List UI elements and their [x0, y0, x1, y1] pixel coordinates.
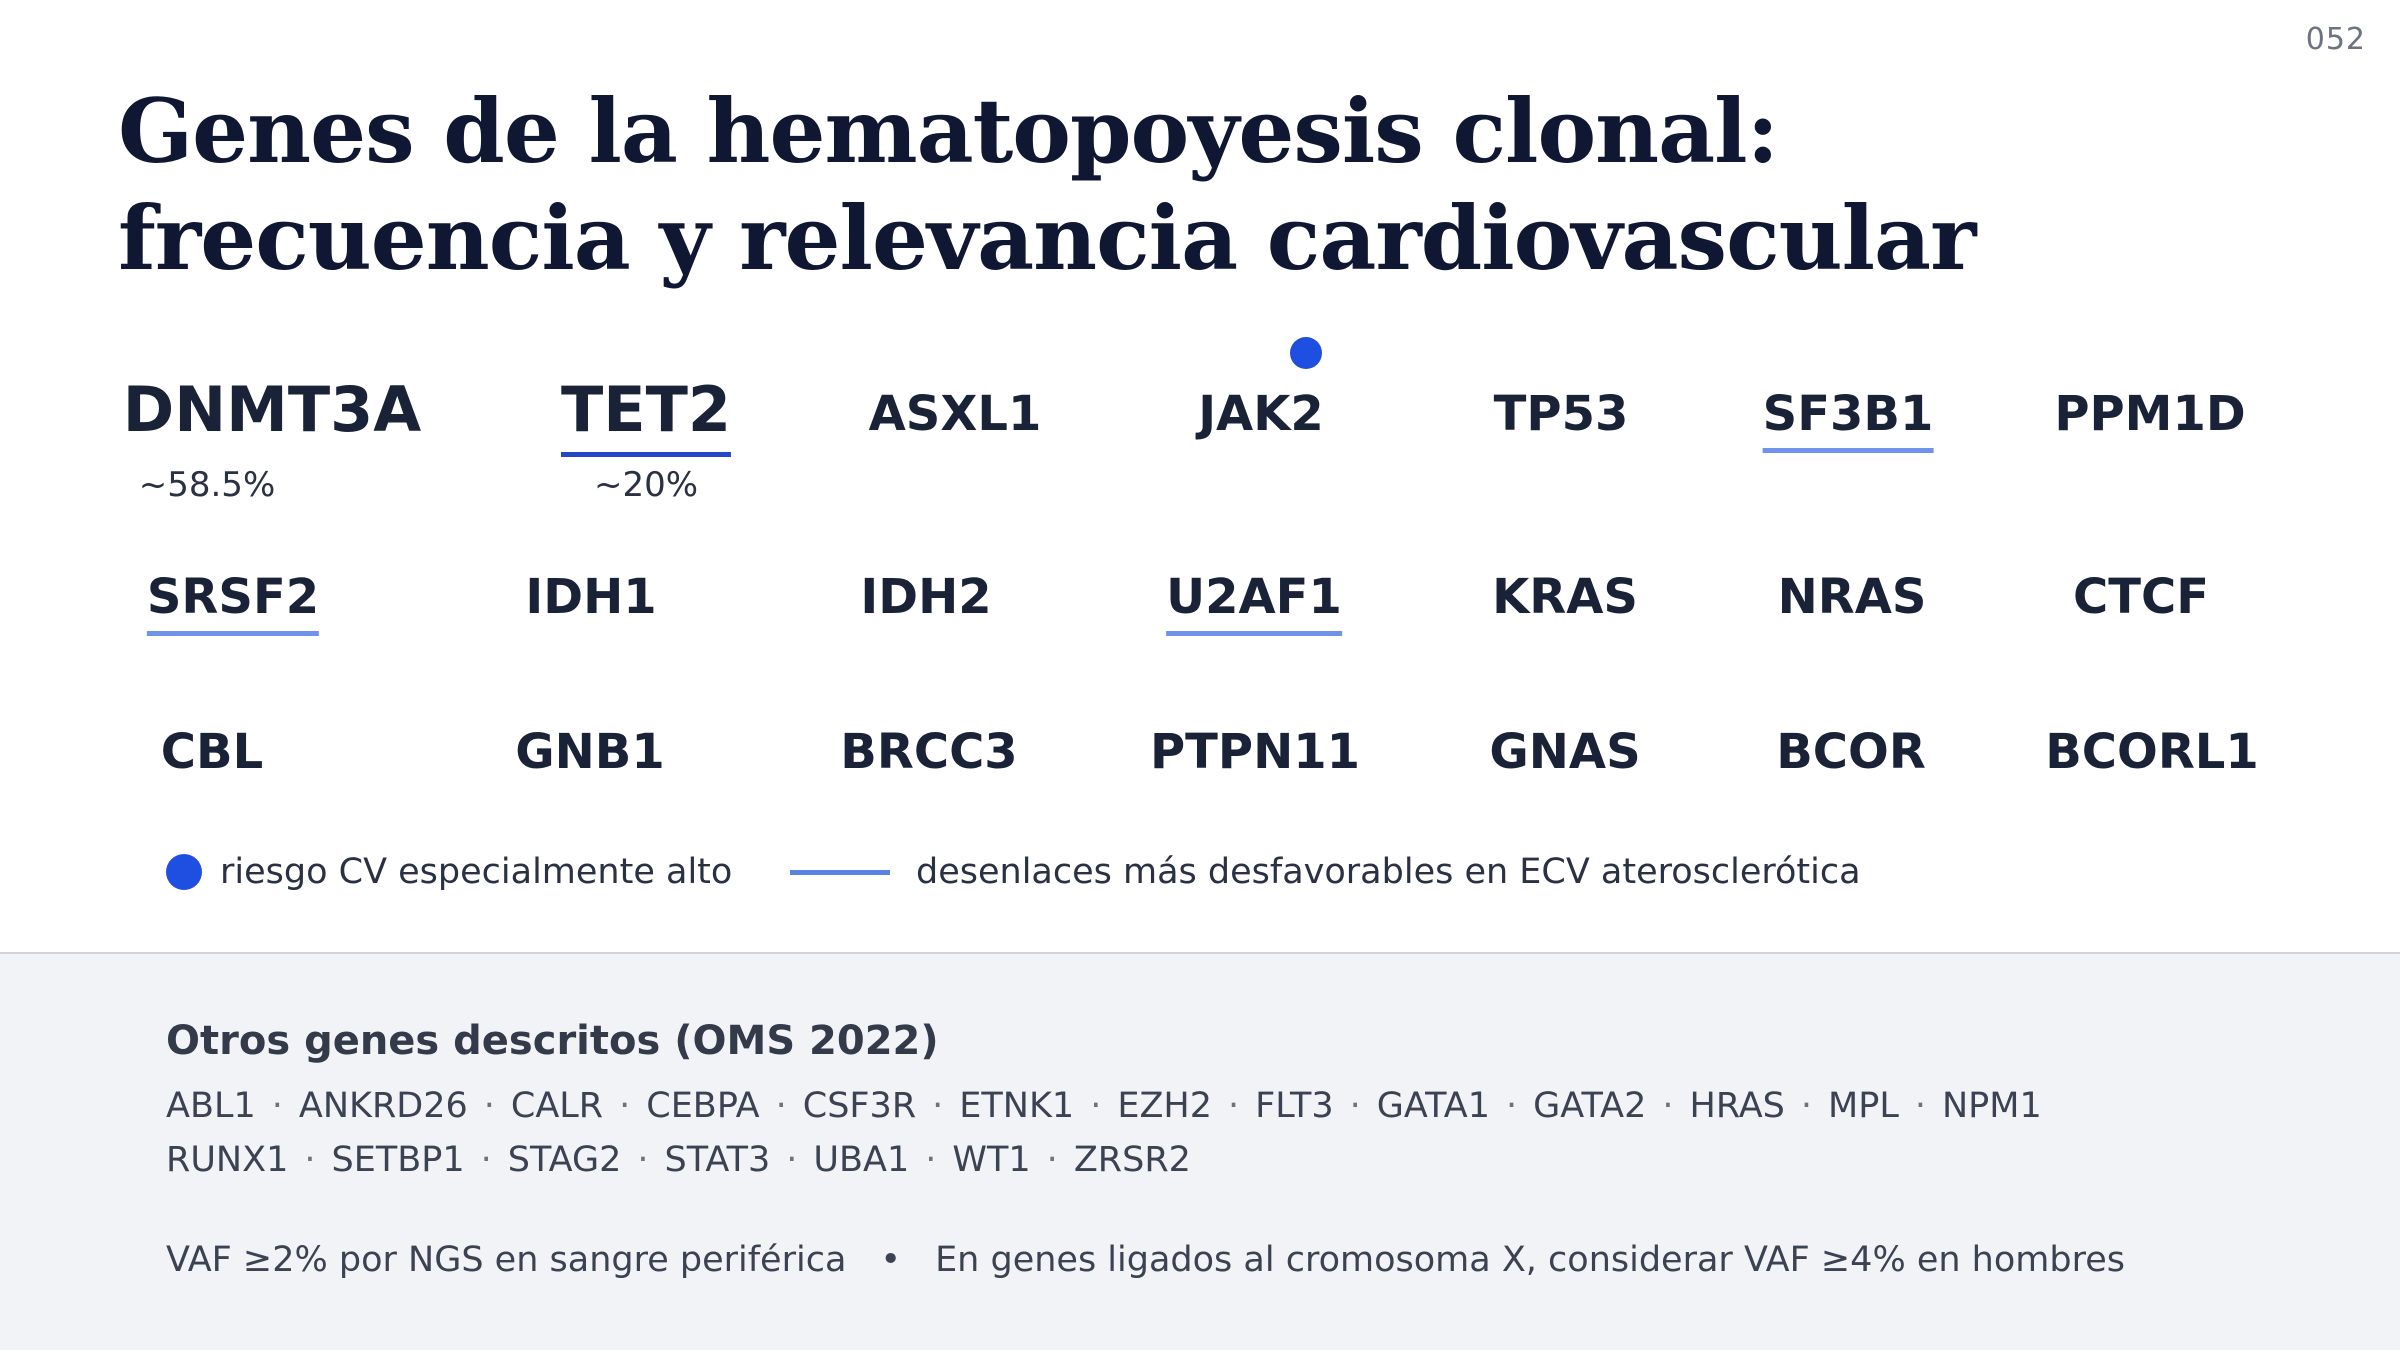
gene-name: JAK2	[1198, 386, 1324, 442]
other-genes-panel	[0, 952, 2400, 1350]
gene-separator: ·	[1228, 1086, 1240, 1126]
gene-name: BCOR	[1776, 724, 1926, 780]
other-gene: GATA1	[1376, 1086, 1490, 1126]
gene-separator: ·	[786, 1140, 798, 1180]
gene-name: PPM1D	[2054, 386, 2246, 442]
gene-name: NRAS	[1777, 569, 1927, 625]
gene-name: BRCC3	[840, 724, 1018, 780]
gene-separator: ·	[1800, 1086, 1813, 1126]
gene-name: TP53	[1493, 386, 1629, 442]
gene-name: IDH2	[860, 569, 992, 625]
other-gene: ETNK1	[959, 1086, 1075, 1126]
gene-name: DNMT3A	[122, 373, 422, 446]
other-gene: RUNX1	[166, 1140, 289, 1180]
footnote-vaf-threshold: VAF ≥2% por NGS en sangre periférica	[166, 1240, 847, 1280]
gene-sf3b1	[1763, 384, 1934, 453]
gene-separator: ·	[925, 1140, 937, 1180]
gene-dnmt3a	[123, 372, 421, 505]
other-gene: GATA2	[1533, 1086, 1647, 1126]
gene-name: PTPN11	[1149, 724, 1361, 780]
gene-separator: ·	[271, 1086, 283, 1126]
title-line-2: frecuencia y relevancia cardiovascular	[118, 186, 1976, 290]
other-gene: SETBP1	[331, 1140, 465, 1180]
other-gene: NPM1	[1942, 1086, 2042, 1126]
legend-label: riesgo CV especialmente alto	[220, 852, 733, 892]
gene-separator: ·	[1662, 1086, 1674, 1126]
legend	[0, 852, 2400, 908]
gene-name: BCORL1	[2045, 724, 2259, 780]
footnote-separator: •	[880, 1240, 902, 1280]
gene-separator: ·	[637, 1140, 649, 1180]
gene-name: CTCF	[2073, 569, 2209, 625]
gene-name: ASXL1	[868, 386, 1042, 442]
gene-name: U2AF1	[1166, 567, 1342, 636]
gene-name: KRAS	[1492, 569, 1638, 625]
other-genes-title: Otros genes descritos (OMS 2022)	[166, 1018, 939, 1064]
footnote-x-linked: En genes ligados al cromosoma X, considerar VAF ≥4% en hombres	[935, 1240, 2125, 1280]
other-gene: EZH2	[1117, 1086, 1213, 1126]
gene-jak2	[1198, 384, 1324, 453]
gene-separator: ·	[932, 1086, 944, 1126]
gene-separator: ·	[1046, 1140, 1058, 1180]
gene-frequency: ~58.5%	[138, 465, 276, 505]
gene-tet2	[561, 372, 731, 505]
other-gene: MPL	[1828, 1086, 1899, 1126]
gene-separator: ·	[1506, 1086, 1518, 1126]
gene-idh2	[860, 567, 991, 636]
gene-asxl1	[869, 384, 1042, 453]
gene-frequency: ~20%	[593, 465, 699, 505]
title-line-1: Genes de la hematopoyesis clonal:	[118, 79, 1779, 183]
legend-item-outcomes	[790, 852, 1861, 892]
other-gene: ANKRD26	[298, 1086, 468, 1126]
slide-number: 052	[2305, 22, 2366, 57]
other-gene: CALR	[510, 1086, 604, 1126]
other-gene: ZRSR2	[1073, 1140, 1191, 1180]
other-gene: CSF3R	[802, 1086, 917, 1126]
gene-kras	[1492, 567, 1638, 636]
other-gene: UBA1	[813, 1140, 910, 1180]
slide-title	[118, 78, 1975, 292]
underline-swatch-icon	[790, 870, 890, 875]
gene-idh1	[525, 567, 656, 636]
gene-separator: ·	[1349, 1086, 1361, 1126]
other-genes-line-2	[166, 1140, 1191, 1180]
legend-item-high-risk	[166, 852, 732, 892]
footnote	[166, 1240, 2125, 1280]
other-gene: CEBPA	[646, 1086, 760, 1126]
gene-gnas	[1489, 722, 1640, 791]
gene-ptpn11	[1150, 722, 1360, 791]
gene-nras	[1778, 567, 1927, 636]
other-gene: WT1	[952, 1140, 1031, 1180]
gene-tp53	[1494, 384, 1629, 453]
gene-separator: ·	[619, 1086, 631, 1126]
other-gene: STAG2	[507, 1140, 622, 1180]
gene-name: GNB1	[515, 724, 665, 780]
gene-cbl	[161, 722, 263, 791]
legend-label: desenlaces más desfavorables en ECV aterosclerótica	[916, 852, 1861, 892]
other-gene: HRAS	[1689, 1086, 1785, 1126]
gene-bcorl1	[2045, 722, 2259, 791]
other-gene: STAT3	[664, 1140, 771, 1180]
high-risk-dot-icon	[1290, 337, 1322, 369]
high-risk-dot-icon	[166, 854, 202, 890]
gene-separator: ·	[483, 1086, 495, 1126]
gene-ppm1d	[2054, 384, 2245, 453]
gene-separator: ·	[775, 1086, 787, 1126]
gene-name: SRSF2	[147, 567, 319, 636]
gene-name: CBL	[160, 724, 264, 780]
gene-ctcf	[2073, 567, 2209, 636]
gene-name: GNAS	[1489, 724, 1641, 780]
gene-gnb1	[515, 722, 665, 791]
gene-separator: ·	[304, 1140, 316, 1180]
gene-name: SF3B1	[1763, 384, 1934, 453]
gene-separator: ·	[1914, 1086, 1926, 1126]
gene-brcc3	[840, 722, 1017, 791]
gene-bcor	[1776, 722, 1926, 791]
other-genes-line-1	[166, 1086, 2042, 1126]
gene-separator: ·	[1090, 1086, 1102, 1126]
gene-srsf2	[147, 567, 319, 636]
other-gene: ABL1	[166, 1086, 256, 1126]
gene-name: IDH1	[525, 569, 657, 625]
gene-name: TET2	[561, 372, 731, 457]
other-gene: FLT3	[1255, 1086, 1334, 1126]
gene-u2af1	[1166, 567, 1342, 636]
gene-separator: ·	[480, 1140, 492, 1180]
